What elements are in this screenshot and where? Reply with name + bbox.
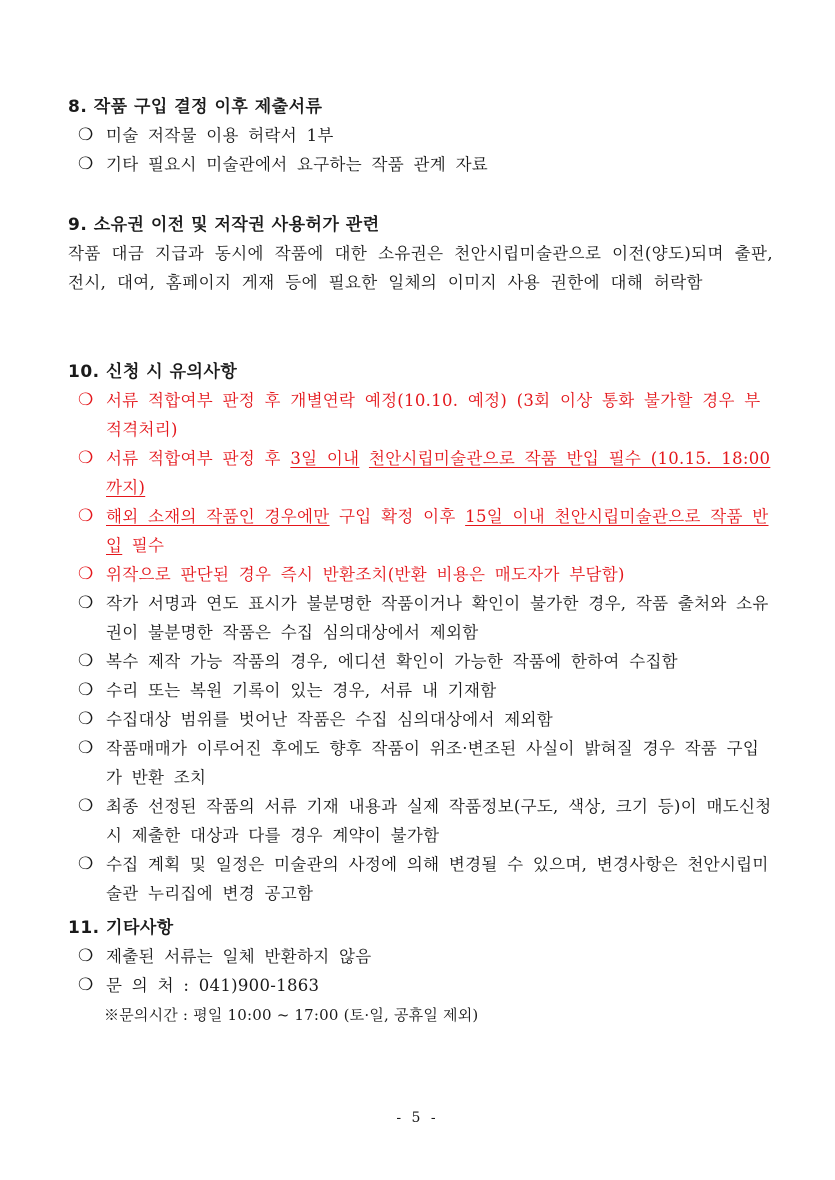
list-item-emphasis — [68, 502, 773, 560]
underlined-text: 15일 이내 천안시립미술관으로 작품 반입 — [106, 507, 769, 555]
section-9 — [68, 211, 773, 297]
section-10-title: 10. 신청 시 유의사항 — [68, 362, 238, 382]
section-8-title: 8. 작품 구입 결정 이후 제출서류 — [68, 97, 323, 117]
circle-bullet-icon: ❍ — [78, 154, 94, 174]
circle-bullet-icon: ❍ — [78, 593, 94, 613]
list-item — [68, 647, 773, 676]
list-item-emphasis — [68, 386, 773, 444]
circle-bullet-icon: ❍ — [78, 709, 94, 729]
section-11 — [68, 914, 773, 1030]
circle-bullet-icon: ❍ — [78, 796, 94, 816]
item-text: 서류 적합여부 판정 후 개별연락 예정(10.10. 예정) (3회 이상 통화 불가할 경우 부적격처리) — [106, 391, 761, 439]
item-text: 필수 — [122, 536, 165, 555]
item-text: 수리 또는 복원 기록이 있는 경우, 서류 내 기재함 — [106, 681, 497, 700]
list-item — [68, 734, 773, 792]
circle-bullet-icon: ❍ — [78, 680, 94, 700]
section-9-title: 9. 소유권 이전 및 저작권 사용허가 관련 — [68, 215, 380, 235]
item-text: 서류 적합여부 판정 후 — [106, 449, 291, 468]
item-text: 최종 선정된 작품의 서류 기재 내용과 실제 작품정보(구도, 색상, 크기 등)이 매도신청 시 제출한 대상과 다를 경우 계약이 불가함 — [106, 797, 772, 845]
item-text: 작품매매가 이루어진 후에도 향후 작품이 위조·변조된 사실이 밝혀질 경우 작품 구입가 반환 조치 — [106, 739, 760, 787]
list-item — [68, 942, 773, 971]
list-item — [68, 792, 773, 850]
section-8 — [68, 93, 773, 179]
section-11-title: 11. 기타사항 — [68, 918, 174, 938]
list-item-emphasis — [68, 444, 773, 502]
underlined-text: 해외 소재의 작품인 경우에만 — [106, 507, 330, 526]
circle-bullet-icon: ❍ — [78, 125, 94, 145]
item-text: 수집대상 범위를 벗어난 작품은 수집 심의대상에서 제외함 — [106, 710, 554, 729]
item-text: 복수 제작 가능 작품의 경우, 에디션 확인이 가능한 작품에 한하여 수집함 — [106, 652, 678, 671]
contact-item — [68, 971, 773, 1000]
circle-bullet-icon: ❍ — [78, 738, 94, 758]
item-text: 기타 필요시 미술관에서 요구하는 작품 관계 자료 — [106, 155, 489, 174]
contact-text: 문 의 처 : 041)900-1863 — [106, 976, 320, 995]
item-text: 작가 서명과 연도 표시가 불분명한 작품이거나 확인이 불가한 경우, 작품 출처와 소유권이 불분명한 작품은 수집 심의대상에서 제외함 — [106, 594, 769, 642]
item-text: 수집 계획 및 일정은 미술관의 사정에 의해 변경될 수 있으며, 변경사항은 천안시립미술관 누리집에 변경 공고함 — [106, 855, 769, 903]
list-item — [68, 121, 773, 150]
circle-bullet-icon: ❍ — [78, 564, 94, 584]
circle-bullet-icon: ❍ — [78, 390, 94, 410]
item-text: 미술 저작물 이용 허락서 1부 — [106, 126, 334, 145]
item-text: 구입 확정 이후 — [329, 507, 466, 526]
underlined-text: 천안시립미술관으로 작품 반입 필수 (10.15. 18:00까지) — [106, 449, 771, 497]
list-item — [68, 850, 773, 908]
section-9-body: 작품 대금 지급과 동시에 작품에 대한 소유권은 천안시립미술관으로 이전(양도)되며 출판, 전시, 대여, 홈페이지 게재 등에 필요한 일체의 이미지 사용 권한에 대해 허락함 — [68, 244, 773, 292]
list-item — [68, 705, 773, 734]
list-item — [68, 589, 773, 647]
inquiry-hours-note: ※문의시간 : 평일 10:00 ~ 17:00 (토·일, 공휴일 제외) — [104, 1006, 479, 1024]
item-text: 위작으로 판단된 경우 즉시 반환조치(반환 비용은 매도자가 부담함) — [106, 565, 625, 584]
circle-bullet-icon: ❍ — [78, 854, 94, 874]
circle-bullet-icon: ❍ — [78, 946, 94, 966]
circle-bullet-icon: ❍ — [78, 448, 94, 468]
section-10 — [68, 358, 773, 908]
circle-bullet-icon: ❍ — [78, 975, 94, 995]
circle-bullet-icon: ❍ — [78, 651, 94, 671]
page-number: - 5 - — [396, 1110, 439, 1126]
list-item — [68, 676, 773, 705]
list-item-emphasis — [68, 560, 773, 589]
item-text — [359, 449, 369, 468]
list-item — [68, 150, 773, 179]
circle-bullet-icon: ❍ — [78, 506, 94, 526]
underlined-text: 3일 이내 — [290, 449, 360, 468]
item-text: 제출된 서류는 일체 반환하지 않음 — [106, 947, 372, 966]
